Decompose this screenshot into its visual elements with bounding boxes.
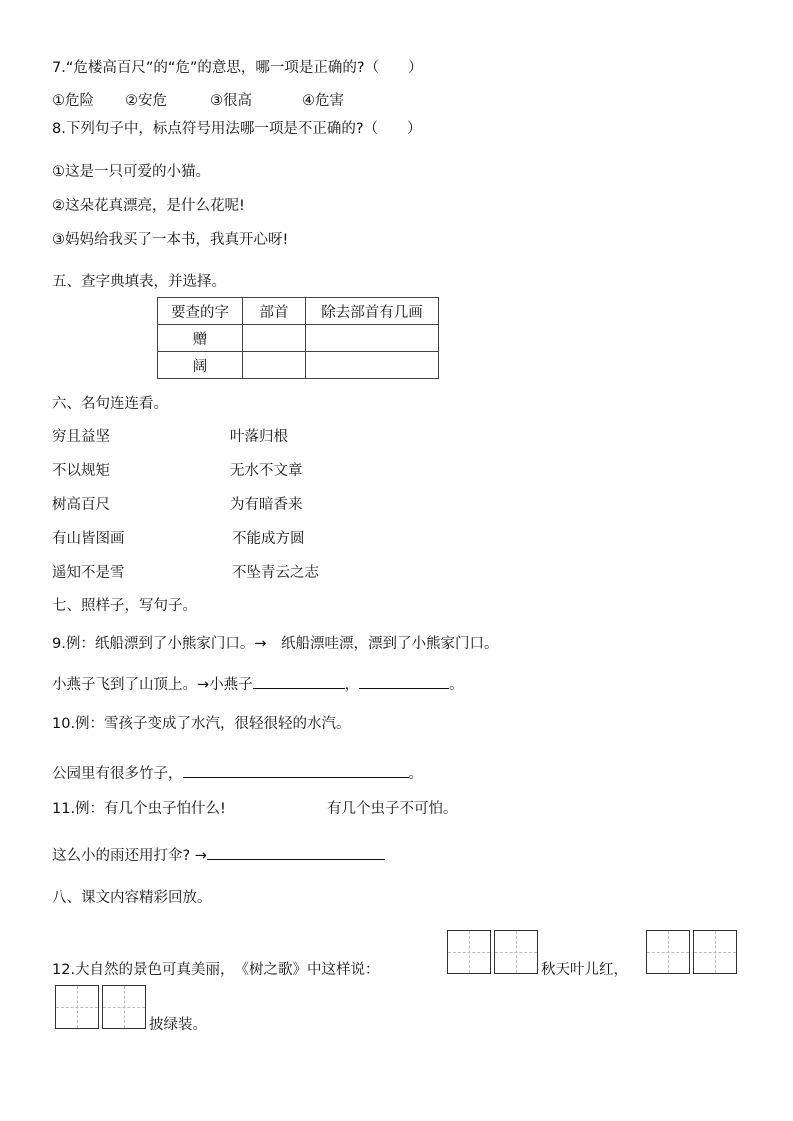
- q7-option-4: ④危害: [302, 93, 344, 109]
- q9-blank-1[interactable]: [253, 674, 345, 689]
- q9-prompt-text: 小燕子飞到了山顶上。→小燕子: [52, 677, 253, 693]
- q10-end: 。: [408, 766, 423, 782]
- q7-option-1: ①危险: [52, 93, 94, 109]
- q10-example: 10.例：雪孩子变成了水汽，很轻很轻的水汽。: [52, 716, 351, 732]
- q11-example-result: 有几个虫子不可怕。: [327, 801, 458, 817]
- writing-grid-box[interactable]: [102, 985, 146, 1029]
- section6-title: 六、名句连连看。: [52, 396, 168, 412]
- table-cell-char: 阔: [158, 352, 243, 379]
- q7-option-2: ②安危: [125, 93, 167, 109]
- q11-example: 11.例：有几个虫子怕什么!: [52, 801, 226, 817]
- match-right-item[interactable]: 叶落归根: [230, 429, 288, 445]
- q9-blank-2[interactable]: [359, 674, 449, 689]
- table-cell-radical[interactable]: [243, 325, 306, 352]
- q11-prompt: [52, 845, 385, 866]
- q10-blank[interactable]: [183, 763, 409, 778]
- match-left-item[interactable]: 有山皆图画: [52, 531, 125, 547]
- dictionary-table: [157, 297, 439, 379]
- q9-end: 。: [449, 677, 464, 693]
- q8-option-3: ③妈妈给我买了一本书，我真开心呀!: [52, 232, 289, 248]
- section8-title: 八、课文内容精彩回放。: [52, 890, 212, 906]
- q12-text-2: 秋天叶儿红，: [541, 962, 628, 978]
- table-cell-strokes[interactable]: [306, 325, 439, 352]
- match-left-item[interactable]: 不以规矩: [52, 463, 110, 479]
- match-left-item[interactable]: 树高百尺: [52, 497, 110, 513]
- table-header: 部首: [243, 298, 306, 325]
- q12-text-1: 12.大自然的景色可真美丽， 《树之歌》中这样说：: [52, 962, 380, 978]
- match-left-item[interactable]: 穷且益坚: [52, 429, 110, 445]
- q9-example: 9.例：纸船漂到了小熊家门口。→ 纸船漂哇漂，漂到了小熊家门口。: [52, 636, 499, 652]
- table-header: 要查的字: [158, 298, 243, 325]
- q12-text-3: 披绿装。: [149, 1017, 207, 1033]
- q11-blank[interactable]: [207, 845, 385, 860]
- writing-grid-box[interactable]: [55, 985, 99, 1029]
- table-cell-char: 赠: [158, 325, 243, 352]
- writing-grid-box[interactable]: [447, 930, 491, 974]
- q10-prompt: [52, 763, 423, 784]
- q8-stem: 8.下列句子中，标点符号用法哪一项是不正确的?（ ）: [52, 121, 422, 137]
- q11-prompt-text: 这么小的雨还用打伞? →: [52, 848, 207, 864]
- table-cell-strokes[interactable]: [306, 352, 439, 379]
- match-right-item[interactable]: 不能成方圆: [232, 531, 305, 547]
- table-header: 除去部首有几画: [306, 298, 439, 325]
- match-right-item[interactable]: 无水不文章: [230, 463, 303, 479]
- q9-prompt: [52, 674, 464, 695]
- table-row: [158, 352, 439, 379]
- table-row: [158, 325, 439, 352]
- section7-title: 七、照样子，写句子。: [52, 598, 197, 614]
- table-cell-radical[interactable]: [243, 352, 306, 379]
- q9-comma: ，: [344, 677, 360, 693]
- q8-option-1: ①这是一只可爱的小猫。: [52, 164, 210, 180]
- match-right-item[interactable]: 为有暗香来: [230, 497, 303, 513]
- match-left-item[interactable]: 遥知不是雪: [52, 565, 125, 581]
- q7-stem: 7.“危楼高百尺”的“危”的意思，哪一项是正确的?（ ）: [52, 60, 423, 76]
- section5-title: 五、查字典填表，并选择。: [52, 274, 226, 290]
- q7-option-3: ③很高: [210, 93, 252, 109]
- writing-grid-box[interactable]: [646, 930, 690, 974]
- q10-prompt-text: 公园里有很多竹子，: [52, 766, 183, 782]
- match-right-item[interactable]: 不坠青云之志: [232, 565, 319, 581]
- writing-grid-box[interactable]: [494, 930, 538, 974]
- writing-grid-box[interactable]: [693, 930, 737, 974]
- q8-option-2: ②这朵花真漂亮，是什么花呢!: [52, 198, 245, 214]
